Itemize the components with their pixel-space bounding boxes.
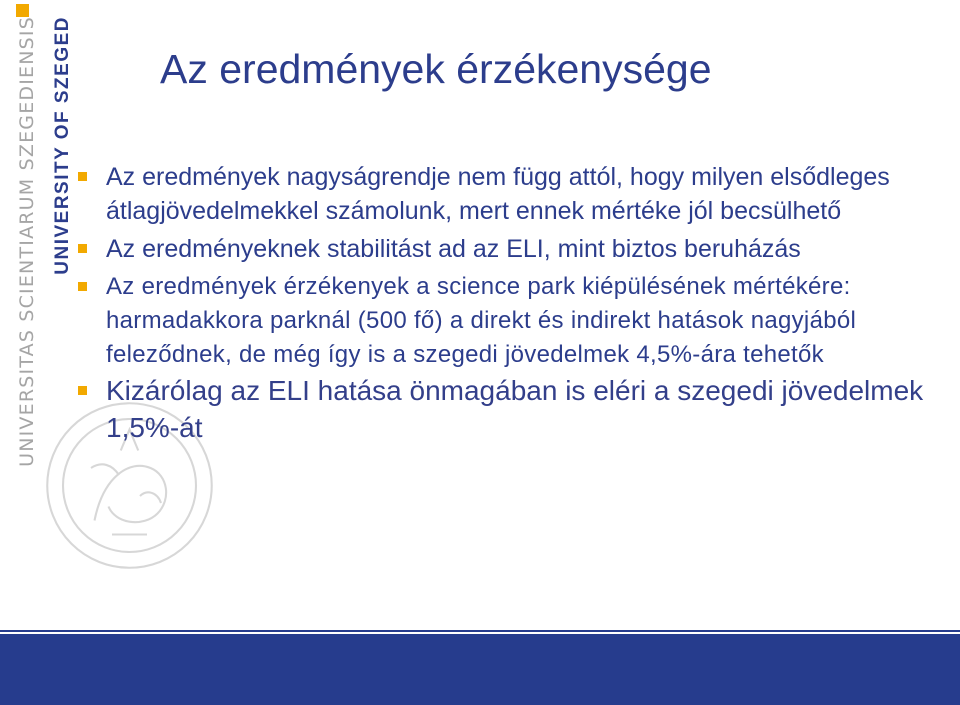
bullet-item — [78, 160, 948, 228]
square-bullet-icon — [78, 282, 87, 291]
bullet-text: Az eredmények érzékenyek a science park kiépülésének mértékére: harmadakkora parknál (500 fő) a direkt és indirekt hatások nagyjából feleződnek, de még így is a szegedi jövedelmek 4,5%-ára tehetők — [106, 273, 857, 368]
bullet-item — [78, 232, 948, 266]
bullet-list — [78, 160, 948, 446]
bullet-text: Kizárólag az ELI hatása önmagában is eléri a szegedi jövedelmek 1,5%-át — [106, 375, 924, 443]
square-bullet-icon — [78, 386, 87, 395]
square-bullet-icon — [78, 244, 87, 253]
latin-university-name: UNIVERSITAS SCIENTIARUM SZEGEDIENSIS — [16, 16, 38, 467]
square-bullet-icon — [78, 172, 87, 181]
bullet-text: Az eredményeknek stabilitást ad az ELI, mint biztos beruházás — [106, 235, 801, 263]
bullet-item — [78, 372, 948, 446]
footer-divider — [0, 630, 960, 632]
university-name: UNIVERSITY OF SZEGED — [52, 16, 73, 275]
slide-title: Az eredmények érzékenysége — [160, 46, 712, 92]
bullet-text: Az eredmények nagyságrendje nem függ attól, hogy milyen elsődleges átlagjövedelmekkel számolunk, mert ennek mértéke jól becsülhető — [106, 163, 890, 225]
bullet-item — [78, 270, 948, 372]
footer-bar — [0, 634, 960, 705]
